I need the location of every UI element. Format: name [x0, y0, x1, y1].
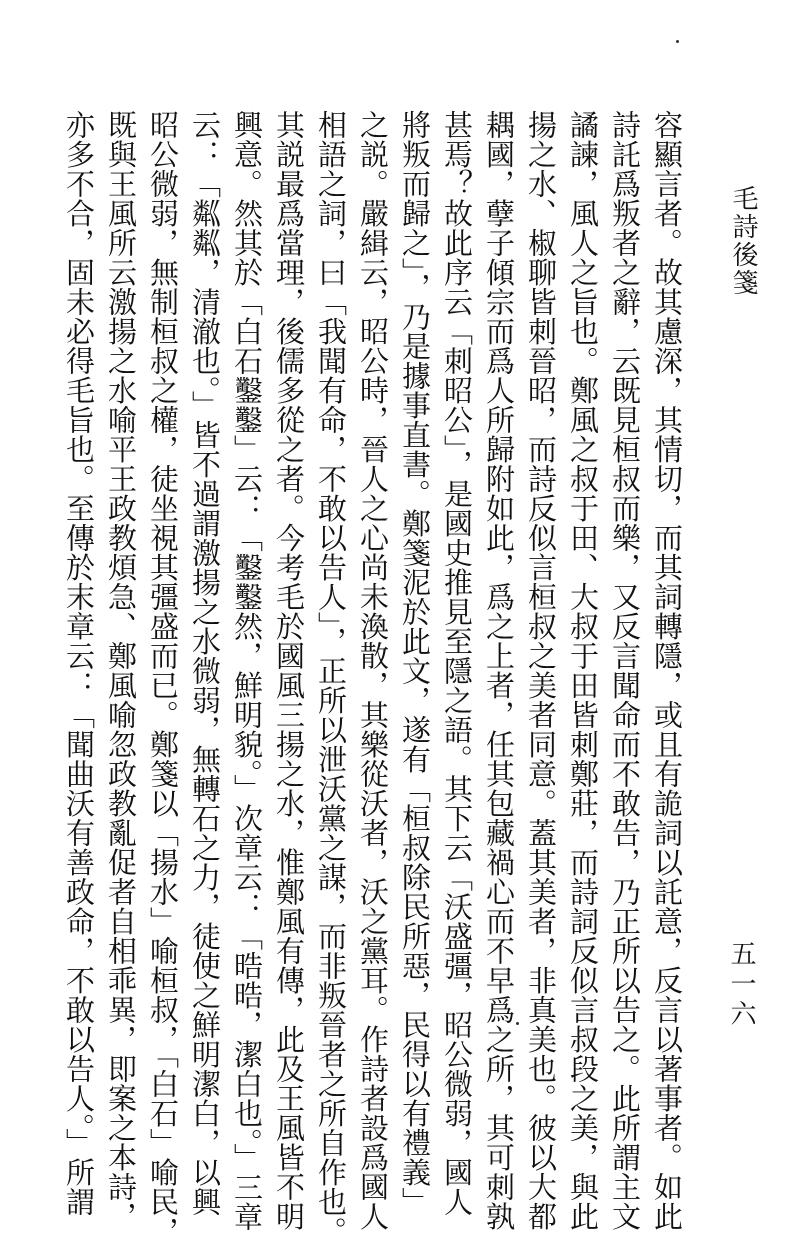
text-column-3: 譎諫，風人之旨也。鄭風之叔于田、大叔于田皆刺鄭莊，而詩詞反似言叔段之美，與此	[566, 110, 600, 1231]
text-column-10: 其説最爲當理，後儒多從之者。今考毛於國風三揚之水，惟鄭風有傳，此及王風皆不明	[272, 110, 306, 1231]
scan-speck	[676, 40, 679, 43]
running-head: 毛詩後箋	[728, 185, 758, 297]
text-column-15: 亦多不合，固未必得毛旨也。至傳於末章云：「聞曲沃有善政命，不敢以告人。」所謂	[62, 110, 96, 1217]
text-column-7: 將叛而歸之」，乃是據事直書。鄭箋泥於此文，遂有「桓叔除民所惡，民得以有禮義」	[398, 110, 432, 1217]
text-body	[62, 110, 688, 1246]
text-column-6: 甚焉？故此序云「刺昭公」，是國史推見至隱之語。其下云「沃盛彊，昭公微弱，國人	[440, 110, 474, 1217]
text-column-13: 昭公微弱，無制桓叔之權，徒坐視其彊盛而已。鄭箋以「揚水」喻桓叔，「白石」喻民，	[146, 110, 180, 1246]
page-number: 五一六	[726, 940, 756, 1030]
text-column-1: 容顯言者。故其慮深，其情切，而其詞轉隱，或且有詭詞以託意，反言以著事者。如此	[650, 110, 684, 1231]
text-column-2: 詩託爲叛者之辭，云既見桓叔而樂，又反言聞命而不敢告，乃正所以告之。此所謂主文	[608, 110, 642, 1231]
text-column-8: 之説。嚴緝云，昭公時，晉人之心尚未渙散，其樂從沃者，沃之黨耳。作詩者設爲國人	[356, 110, 390, 1231]
text-column-12: 云：「粼粼，清澈也。」皆不過謂激揚之水微弱，無轉石之力，徒使之鮮明潔白，以興	[188, 110, 222, 1217]
text-column-5: 耦國，孽子傾宗而爲人所歸附如此，爲之上者，任其包藏禍心而不早爲之所，其可刺孰	[482, 110, 516, 1231]
text-column-14: 既與王風所云激揚之水喻平王政教煩急、鄭風喻忽政教亂促者自相乖異，即案之本詩，	[104, 110, 138, 1231]
text-column-4: 揚之水、椒聊皆刺晉昭，而詩反似言桓叔之美者同意。蓋其美者，非真美也。彼以大都	[524, 110, 558, 1231]
text-column-11: 興意。然其於「白石鑿鑿」云：「鑿鑿然，鮮明貌。」次章云：「晧晧，潔白也。」三章	[230, 110, 264, 1232]
scan-speck	[516, 1022, 519, 1025]
text-column-9: 相語之詞，曰「我聞有命，不敢以告人」，正所以泄沃黨之謀，而非叛晉者之所自作也。	[314, 110, 348, 1246]
